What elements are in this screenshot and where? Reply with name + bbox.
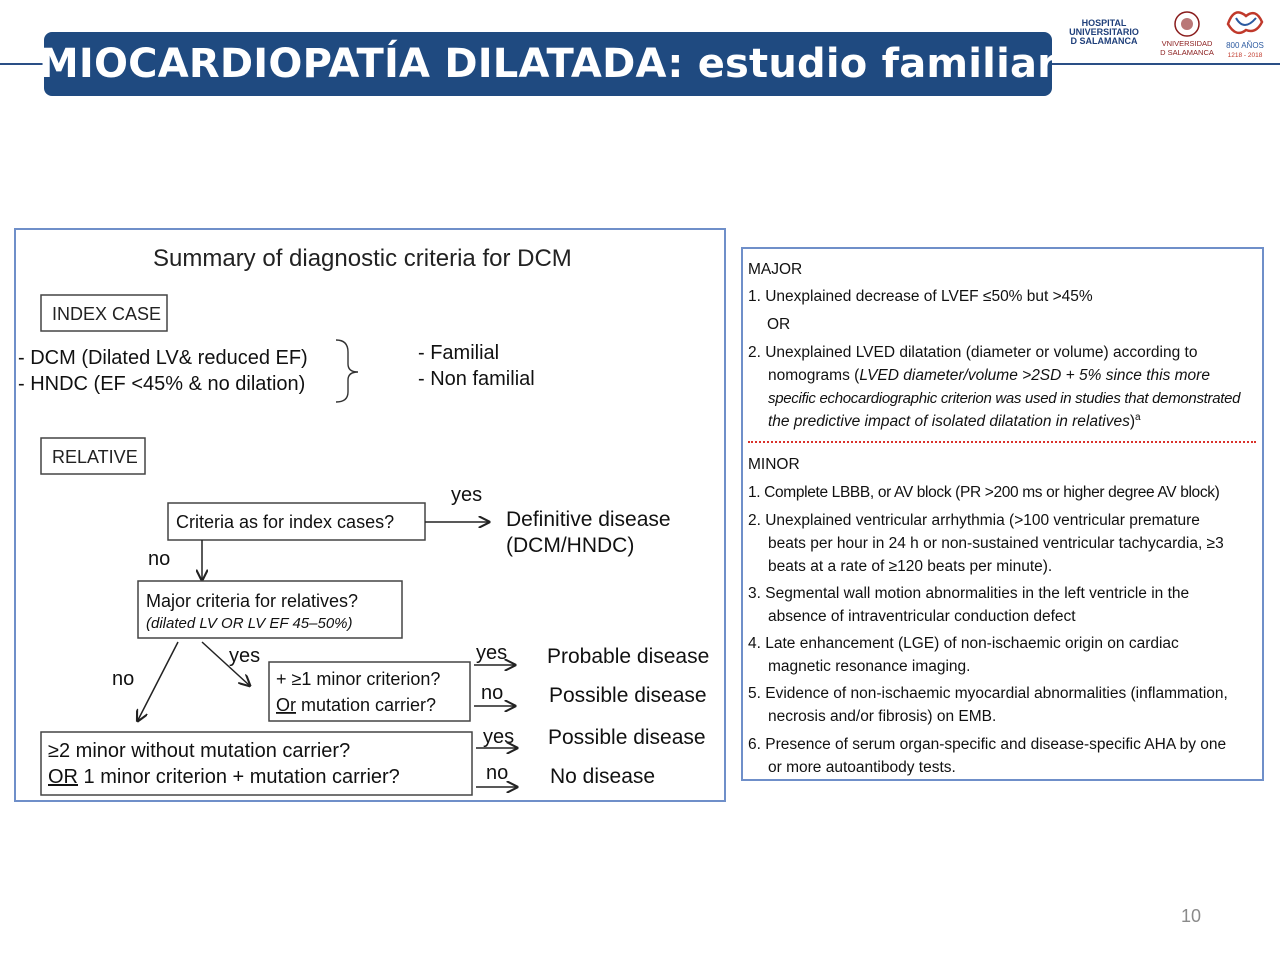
definitive-disease-line-1: Definitive disease [506,508,671,531]
anniversary-mark-icon [1222,4,1268,60]
q1-text: Criteria as for index cases? [176,512,395,532]
major-criterion-2-line-2b: LVED diameter/volume >2SD + 5% since this more [859,367,1210,384]
slide-title: MIOCARDIOPATÍA DILATADA: estudio familiar [38,41,1058,87]
minor-criterion-5-line-1: 5. Evidence of non-ischaemic myocardial abnormalities (inflammation, [748,685,1228,702]
q4-text-line-2-rest: 1 minor criterion + mutation carrier? [78,766,400,788]
major-criterion-2-line-4b: ) [1129,413,1136,431]
q3-text-line-2 [276,695,436,715]
hospital-logo-line-2: UNIVERSITARIO [1069,27,1139,37]
major-criterion-2-line-4 [768,412,1141,431]
q4-text-line-1: ≥2 minor without mutation carrier? [48,740,351,762]
q3-no-label: no [481,682,504,704]
index-brace [336,340,358,402]
q4-text-line-2 [48,766,400,788]
probable-disease-label: Probable disease [547,645,710,668]
q2-yes-label: yes [229,645,261,667]
relative-label: RELATIVE [52,447,138,467]
major-header: MAJOR [748,261,803,278]
minor-criterion-1: 1. Complete LBBB, or AV block (PR >200 ms or higher degree AV block) [748,484,1220,501]
q2-no-arrow [138,642,178,720]
minor-header: MINOR [748,456,800,473]
dcm-diagnostic-flowchart [14,228,726,802]
q3-text-line-2-rest: mutation carrier? [296,695,437,715]
q2-no-label: no [112,668,135,690]
index-item-dcm: - DCM (Dilated LV& reduced EF) [18,347,308,369]
index-item-hndc: - HNDC (EF <45% & no dilation) [18,373,306,395]
minor-criterion-2-line-2: beats per hour in 24 h or non-sustained ventricular tachycardia, ≥3 [768,535,1224,552]
minor-criterion-2-line-3: beats at a rate of ≥120 beats per minute). [768,558,1053,575]
minor-criterion-5-line-2: necrosis and/or fibrosis) on EMB. [768,708,997,725]
anniversary-logo-line-1: 800 AÑOS [1226,41,1264,50]
hospital-logo-line-3: D SALAMANCA [1070,36,1138,46]
possible-disease-label-2: Possible disease [548,726,706,749]
minor-criterion-2-line-1: 2. Unexplained ventricular arrhythmia (>100 ventricular premature [748,512,1200,529]
no-disease-label: No disease [550,765,656,788]
university-seal-icon [1158,8,1216,60]
diagram-title: Summary of diagnostic criteria for DCM [153,245,572,272]
q3-text-line-1: + ≥1 minor criterion? [276,669,441,689]
q1-yes-label: yes [451,484,483,506]
q3-yes-label: yes [476,642,508,664]
q4-yes-label: yes [483,726,515,748]
minor-criterion-4-line-2: magnetic resonance imaging. [768,658,971,675]
minor-criterion-4-line-1: 4. Late enhancement (LGE) of non-ischaemic origin on cardiac [748,635,1179,652]
minor-criterion-3-line-2: absence of intraventricular conduction defect [768,608,1076,625]
major-criterion-2-line-2a: nomograms ( [768,367,860,384]
minor-criterion-3-line-1: 3. Segmental wall motion abnormalities in the left ventricle in the [748,585,1190,602]
major-criterion-1: 1. Unexplained decrease of LVEF ≤50% but >45% [748,288,1093,305]
anniversary-logo [1222,4,1268,60]
major-minor-divider [748,441,1256,443]
slide-title-bar [38,32,1058,96]
major-criterion-2-line-2 [768,367,1210,385]
anniversary-logo-line-2: 1218 - 2018 [1227,52,1263,59]
hospital-logo-text [1054,18,1154,46]
index-type-familial: - Familial [418,342,500,364]
hospital-logo [1054,18,1154,46]
major-criterion-2-line-1: 2. Unexplained LVED dilatation (diameter or volume) according to [748,344,1198,361]
q4-no-label: no [486,762,509,784]
flowchart-canvas [16,230,724,800]
major-or-label: OR [767,316,791,333]
possible-disease-label-1: Possible disease [549,684,707,707]
index-case-label: INDEX CASE [52,304,162,324]
footnote-marker: a [1135,412,1141,423]
page-number: 10 [1181,906,1202,926]
q1-no-label: no [148,548,171,570]
major-criterion-2-line-4a: the predictive impact of isolated dilatation in relatives [768,413,1130,431]
minor-criterion-6-line-1: 6. Presence of serum organ-specific and disease-specific AHA by one [748,736,1227,753]
university-logo-line-2: D SALAMANCA [1160,48,1214,57]
q2-subtext: (dilated LV OR LV EF 45–50%) [146,615,353,632]
university-logo-line-1: VNIVERSIDAD [1161,39,1213,48]
minor-criterion-6-line-2: or more autoantibody tests. [768,759,956,776]
definitive-disease-line-2: (DCM/HNDC) [506,534,635,557]
q2-text: Major criteria for relatives? [146,591,359,611]
major-criterion-2-line-3: specific echocardiographic criterion was used in studies that demonstrated [768,390,1241,407]
university-logo [1158,8,1216,60]
q4-or-label: OR [48,766,78,788]
hospital-logo-line-1: HOSPITAL [1081,18,1127,28]
index-type-non-familial: - Non familial [418,368,535,390]
q3-or-label: Or [276,695,296,715]
